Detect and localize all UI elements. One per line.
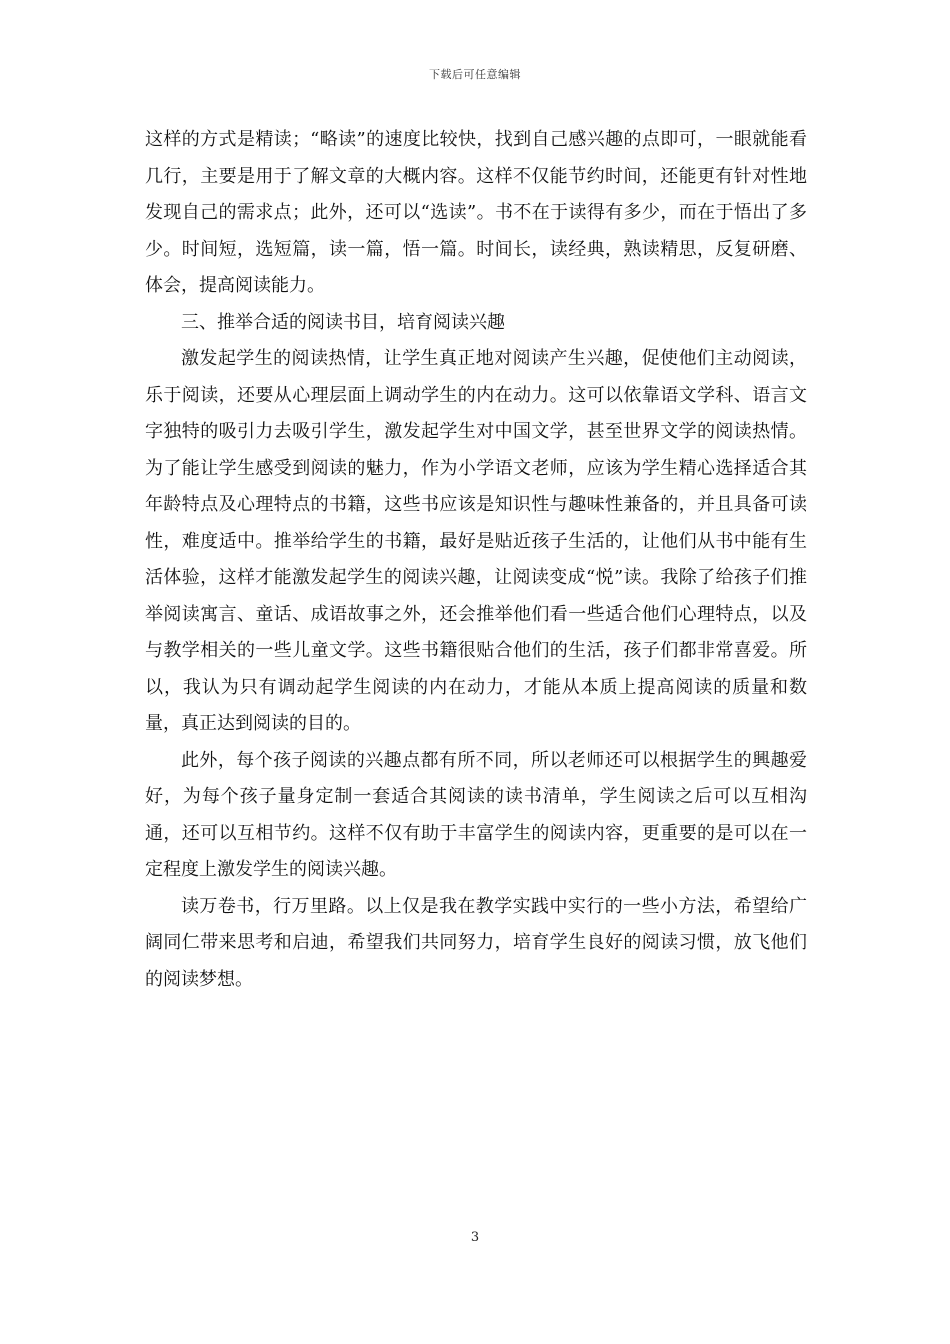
document-body (145, 122, 807, 998)
page-header: 下载后可任意编辑 (429, 68, 521, 81)
paragraph-continued: 这样的方式是精读；“略读”的速度比较快，找到自己感兴趣的点即可，一眼就能看几行，主要是用于了解文章的大概内容。这样不仅能节约时间，还能更有针对性地发现自己的需求点；此外，还可以“选读”。书不在于读得有多少，而在于悟出了多少。时间短，选短篇，读一篇，悟一篇。时间长，读经典，熟读精思，反复研磨、体会，提高阅读能力。 (145, 129, 807, 296)
page-number: 3 (470, 1230, 480, 1245)
paragraph-reading-list: 此外，每个孩子阅读的兴趣点都有所不同，所以老师还可以根据学生的興趣爱好，为每个孩子量身定制一套适合其阅读的读书清单，学生阅读之后可以互相沟通，还可以互相节约。这样不仅有助于丰富学生的阅读内容，更重要的是可以在一定程度上激发学生的阅读兴趣。 (145, 749, 807, 880)
paragraph-reading-interest: 激发起学生的阅读热情，让学生真正地对阅读产生兴趣，促使他们主动阅读，乐于阅读，还要从心理层面上调动学生的内在动力。这可以依靠语文学科、语言文字独特的吸引力去吸引学生，激发起学生对中国文学，甚至世界文学的阅读热情。为了能让学生感受到阅读的魅力，作为小学语文老师，应该为学生精心选择适合其年龄特点及心理特点的书籍，这些书应该是知识性与趣味性兼备的，并且具备可读性，难度适中。推举给学生的书籍，最好是贴近孩子生活的，让他们从书中能有生活体验，这样才能激发起学生的阅读兴趣，让阅读变成“悦”读。我除了给孩子们推举阅读寓言、童话、成语故事之外，还会推举他们看一些适合他们心理特点，以及与教学相关的一些儿童文学。这些书籍很贴合他们的生活，孩子们都非常喜爱。所以，我认为只有调动起学生阅读的内在动力，才能从本质上提高阅读的质量和数量，真正达到阅读的目的。 (145, 348, 807, 734)
paragraph-conclusion: 读万卷书，行万里路。以上仅是我在教学实践中实行的一些小方法，希望给广阔同仁带来思考和启迪，希望我们共同努力，培育学生良好的阅读习惯，放飞他们的阅读梦想。 (145, 895, 807, 990)
section-heading: 三、推举合适的阅读书目，培育阅读兴趣 (181, 311, 505, 333)
